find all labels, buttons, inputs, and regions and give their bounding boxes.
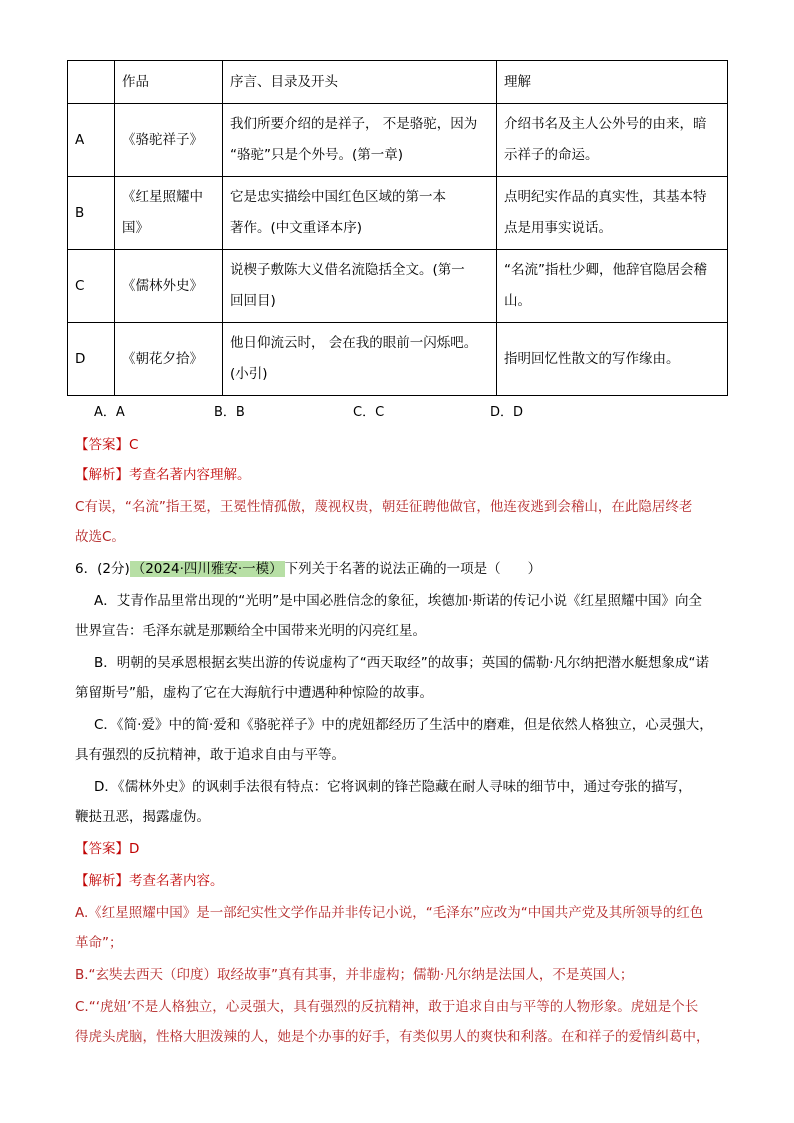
- excerpt-line: 他日仰流云时， 会在我的眼前一闪烁吧。: [230, 335, 478, 351]
- q6-explain-line: 革命”；: [75, 935, 123, 951]
- question-number: 6．(2分): [75, 561, 130, 577]
- work-line: 《红星照耀中: [122, 189, 203, 205]
- option-c: C．C: [353, 405, 385, 420]
- q6-option-line: A．艾青作品里常出现的“光明”是中国必胜信念的象征，埃德加·斯诺的传记小说《红星照耀中国》向全: [94, 593, 703, 609]
- option-a: A．A: [94, 405, 125, 420]
- comment-line: 介绍书名及主人公外号的由来，暗: [504, 116, 707, 132]
- comment-line: “名流”指杜少卿，他辞官隐居会稽: [504, 262, 707, 278]
- q5-explain-line: 故选C。: [75, 529, 125, 545]
- q6-explain-line: C.“‘虎妞’不是人格独立，心灵强大，具有强烈的反抗精神，敢于追求自由与平等的人物形象。虎妞是个长: [75, 999, 699, 1015]
- option-d: D．D: [490, 405, 524, 420]
- comment-line: 指明回忆性散文的写作缘由。: [504, 350, 680, 367]
- q5-explain-line: C有误，“名流”指王冕，王冕性情孤傲，蔑视权贵，朝廷征聘他做官，他连夜逃到会稽山，在此隐居终老: [75, 499, 693, 515]
- excerpt-line: “骆驼”只是个外号。(第一章): [230, 147, 404, 163]
- excerpt-line: 著作。(中文重译本序): [230, 220, 363, 236]
- answer-label: 【答案】: [75, 437, 129, 453]
- option-cell: D: [68, 323, 115, 396]
- q6-option-line: B．明朝的吴承恩根据玄奘出游的传说虚构了“西天取经”的故事；英国的儒勒·凡尔纳把潜水艇想象成“诺: [94, 655, 710, 671]
- q6-option-line: 鞭挞丑恶，揭露虚伪。: [75, 809, 210, 825]
- comment-line: 点是用事实说话。: [504, 220, 612, 236]
- q6-explain-line: 得虎头虎脑，性格大胆泼辣的人，她是个办事的好手，有类似男人的爽快和利落。在和祥子的爱情纠葛中，: [75, 1029, 710, 1045]
- q6-answer: [75, 838, 139, 860]
- excerpt-line: 我们所要介绍的是祥子， 不是骆驼，因为: [230, 116, 478, 132]
- comment-line: 示祥子的命运。: [504, 147, 599, 163]
- option-b: B．B: [214, 405, 245, 420]
- q5-answer: [75, 434, 138, 456]
- analysis-value: 考查名著内容理解。: [129, 467, 251, 483]
- table-row: [68, 323, 728, 396]
- table-row: [68, 250, 728, 323]
- analysis-value: 考查名著内容。: [129, 873, 224, 889]
- q5-analysis: [75, 464, 251, 486]
- comment-cell: [497, 250, 728, 323]
- table-header-cell: [68, 61, 115, 104]
- work-cell: [115, 177, 223, 250]
- excerpt-line: 说楔子敷陈大义借名流隐括全文。(第一: [230, 262, 465, 278]
- analysis-label: 【解析】: [75, 467, 129, 483]
- q6-option-line: 具有强烈的反抗精神，敢于追求自由与平等。: [75, 747, 345, 763]
- works-table: [67, 60, 728, 396]
- excerpt-cell: [223, 250, 497, 323]
- q6-option-line: 第留斯号”船，虚构了它在大海航行中遭遇种种惊险的故事。: [75, 685, 433, 701]
- table-header-row: [68, 61, 728, 104]
- q6-option-line: D．《儒林外史》的讽刺手法很有特点：它将讽刺的锋芒隐藏在耐人寻味的细节中，通过夸张的描写，: [94, 779, 692, 795]
- q6-analysis: [75, 870, 224, 892]
- comment-line: 点明纪实作品的真实性，其基本特: [504, 189, 707, 205]
- table-row: [68, 177, 728, 250]
- excerpt-cell: [223, 323, 497, 396]
- work-cell: 《儒林外史》: [115, 250, 223, 323]
- analysis-label: 【解析】: [75, 873, 129, 889]
- work-line: 国》: [122, 220, 149, 236]
- excerpt-line: 它是忠实描绘中国红色区域的第一本: [230, 189, 446, 205]
- work-cell: 《骆驼祥子》: [115, 104, 223, 177]
- comment-cell: [497, 177, 728, 250]
- answer-value: C: [129, 437, 139, 453]
- excerpt-cell: [223, 104, 497, 177]
- q6-explain-line: A.《红星照耀中国》是一部纪实性文学作品并非传记小说，“毛泽东”应改为“中国共产党及其所领导的红色: [75, 905, 704, 921]
- option-cell: C: [68, 250, 115, 323]
- q6-stem: [75, 558, 541, 580]
- comment-cell: [497, 323, 728, 396]
- table-header-cell: 序言、目录及开头: [223, 61, 497, 104]
- comment-line: 山。: [504, 293, 531, 309]
- answer-label: 【答案】: [75, 841, 129, 857]
- question-text: 下列关于名著的说法正确的一项是（ ）: [284, 561, 542, 577]
- table-header-cell: 作品: [115, 61, 223, 104]
- comment-cell: [497, 104, 728, 177]
- q6-option-line: C．《简·爱》中的简·爱和《骆驼祥子》中的虎妞都经历了生活中的磨难，但是依然人格独立，心灵强大，: [94, 717, 713, 733]
- option-cell: A: [68, 104, 115, 177]
- table-row: [68, 104, 728, 177]
- work-cell: 《朝花夕拾》: [115, 323, 223, 396]
- answer-value: D: [129, 841, 140, 857]
- table-header-cell: 理解: [497, 61, 728, 104]
- question-source: （2024·四川雅安·一模）: [131, 561, 283, 577]
- q6-option-line: 世界宣告：毛泽东就是那颗给全中国带来光明的闪亮红星。: [75, 623, 426, 639]
- option-cell: B: [68, 177, 115, 250]
- excerpt-line: (小引): [230, 366, 268, 382]
- excerpt-cell: [223, 177, 497, 250]
- excerpt-line: 回回目): [230, 293, 276, 309]
- q6-explain-line: B.“玄奘去西天（印度）取经故事”真有其事，并非虚构；儒勒·凡尔纳是法国人，不是英国人；: [75, 967, 634, 983]
